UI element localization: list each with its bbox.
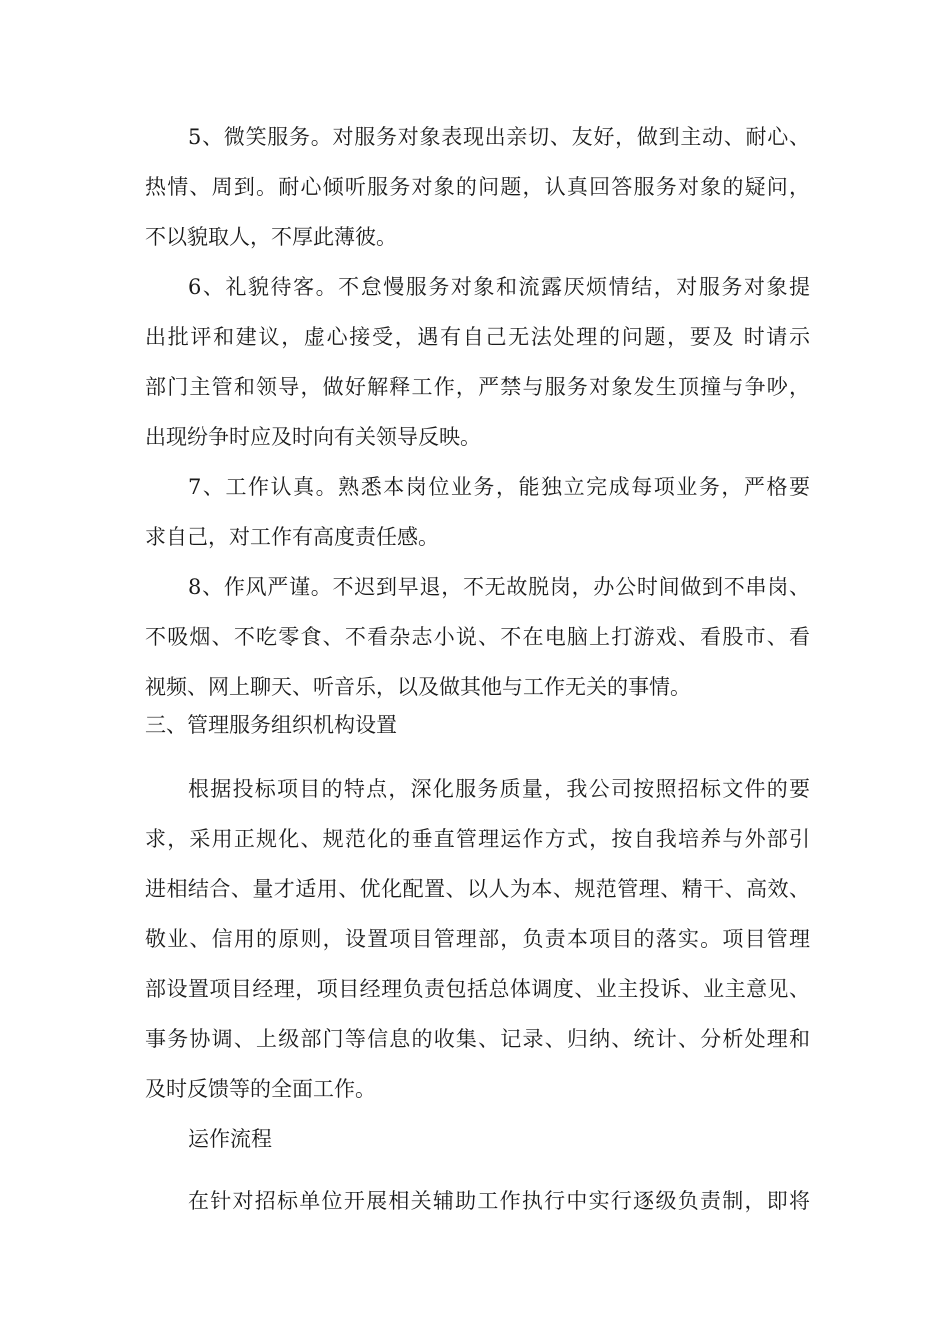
para-7-line-2: 求自己，对工作有高度责任感。 bbox=[145, 525, 439, 549]
workflow-para-line-1: 在针对招标单位开展相关辅助工作执行中实行逐级负责制，即将 bbox=[188, 1189, 810, 1213]
section-para-line-3: 进相结合、量才适用、优化配置、以人为本、规范管理、精干、高效、 bbox=[145, 877, 810, 901]
section-para-line-5: 部设置项目经理，项目经理负责包括总体调度、业主投诉、业主意见、 bbox=[145, 977, 810, 1001]
section-para-line-7: 及时反馈等的全面工作。 bbox=[145, 1077, 376, 1101]
para-6-line-4: 出现纷争时应及时向有关领导反映。 bbox=[145, 425, 481, 449]
para-8-line-3: 视频、网上聊天、听音乐，以及做其他与工作无关的事情。 bbox=[145, 675, 691, 699]
para-5-line-3: 不以貌取人，不厚此薄彼。 bbox=[145, 225, 397, 249]
para-8-line-2: 不吸烟、不吃零食、不看杂志小说、不在电脑上打游戏、看股市、看 bbox=[145, 625, 810, 649]
section-para-line-2: 求，采用正规化、规范化的垂直管理运作方式，按自我培养与外部引 bbox=[145, 827, 810, 851]
para-7-line-1: 7、工作认真。熟悉本岗位业务，能独立完成每项业务，严格要 bbox=[188, 475, 810, 499]
para-5-line-2: 热情、周到。耐心倾听服务对象的问题，认真回答服务对象的疑问， bbox=[145, 175, 810, 199]
para-6-line-1: 6、礼貌待客。不怠慢服务对象和流露厌烦情结，对服务对象提 bbox=[188, 275, 810, 299]
section-para-line-6: 事务协调、上级部门等信息的收集、记录、归纳、统计、分析处理和 bbox=[145, 1027, 810, 1051]
para-6-line-2: 出批评和建议，虚心接受，遇有自己无法处理的问题，要及 时请示 bbox=[145, 325, 810, 349]
subheading-workflow: 运作流程 bbox=[188, 1127, 272, 1151]
para-5-line-1: 5、微笑服务。对服务对象表现出亲切、友好，做到主动、耐心、 bbox=[188, 125, 810, 149]
para-6-line-3: 部门主管和领导，做好解释工作，严禁与服务对象发生顶撞与争吵， bbox=[145, 375, 810, 399]
section-para-line-4: 敬业、信用的原则，设置项目管理部，负责本项目的落实。项目管理 bbox=[145, 927, 810, 951]
section-heading: 三、管理服务组织机构设置 bbox=[145, 713, 397, 737]
para-8-line-1: 8、作风严谨。不迟到早退，不无故脱岗，办公时间做到不串岗、 bbox=[188, 575, 810, 599]
section-para-line-1: 根据投标项目的特点，深化服务质量，我公司按照招标文件的要 bbox=[188, 777, 810, 801]
